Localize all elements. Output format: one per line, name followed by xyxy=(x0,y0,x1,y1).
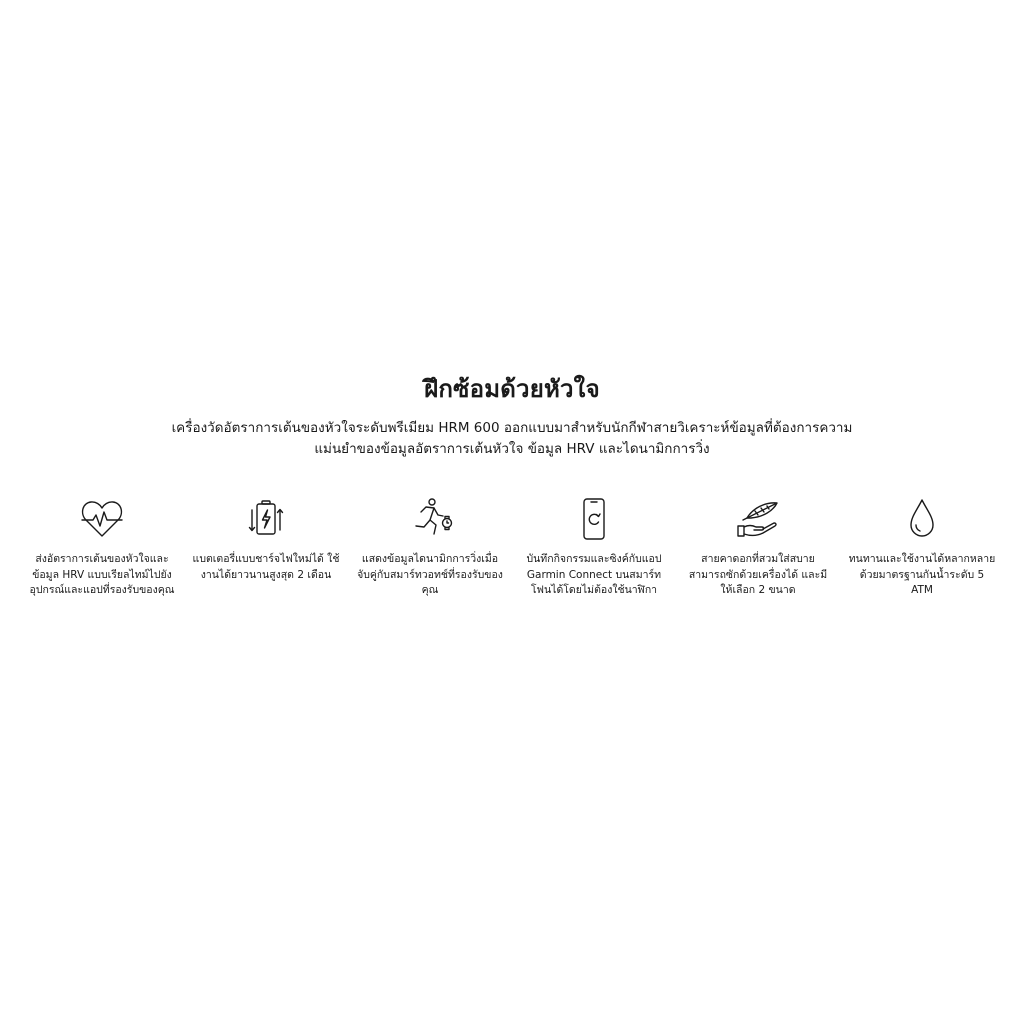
runner-watch-icon xyxy=(406,496,454,542)
section-title: ฝึกซ้อมด้วยหัวใจ xyxy=(424,375,600,403)
feature-item-battery xyxy=(192,496,340,599)
intro-line-2: แม่นยำของข้อมูลอัตราการเต้นหัวใจ ข้อมูล HRV และไดนามิกการวิ่ง xyxy=(314,441,710,457)
intro-line-1: เครื่องวัดอัตราการเต้นของหัวใจระดับพรีเมียม HRM 600 ออกแบบมาสำหรับนักกีฬาสายวิเคราะห์ข้อมูลที่ต้องการความ xyxy=(171,420,853,436)
feature-list xyxy=(28,496,996,599)
feature-text: ส่งอัตราการเต้นของหัวใจและข้อมูล HRV แบบเรียลไทม์ไปยังอุปกรณ์และแอปที่รองรับของคุณ xyxy=(29,553,175,596)
feature-item-heart-rate xyxy=(28,496,176,599)
feature-item-comfort-strap xyxy=(684,496,832,599)
feature-text: บันทึกกิจกรรมและซิงค์กับแอป Garmin Connect บนสมาร์ทโฟนได้โดยไม่ต้องใช้นาฬิกา xyxy=(526,553,662,596)
feature-text: แบตเตอรี่แบบชาร์จไฟใหม่ได้ ใช้งานได้ยาวนานสูงสุด 2 เดือน xyxy=(192,553,340,581)
section-intro xyxy=(132,418,892,460)
feature-item-water-rating xyxy=(848,496,996,599)
water-drop-icon xyxy=(898,496,946,542)
feature-text: ทนทานและใช้งานได้หลากหลาย ด้วยมาตรฐานกันน้ำระดับ 5 ATM xyxy=(848,553,996,596)
smartphone-sync-icon xyxy=(570,496,618,542)
feature-text: แสดงข้อมูลไดนามิกการวิ่งเมื่อจับคู่กับสมาร์ทวอทช์ที่รองรับของคุณ xyxy=(357,553,503,596)
feature-item-running-dynamics xyxy=(356,496,504,599)
battery-recharge-icon xyxy=(242,496,290,542)
feature-item-phone-sync xyxy=(520,496,668,599)
feature-text: สายคาดอกที่สวมใส่สบาย สามารถซักด้วยเครื่องได้ และมีให้เลือก 2 ขนาด xyxy=(688,553,828,596)
hand-feather-icon xyxy=(734,496,782,542)
heart-pulse-icon xyxy=(78,496,126,542)
